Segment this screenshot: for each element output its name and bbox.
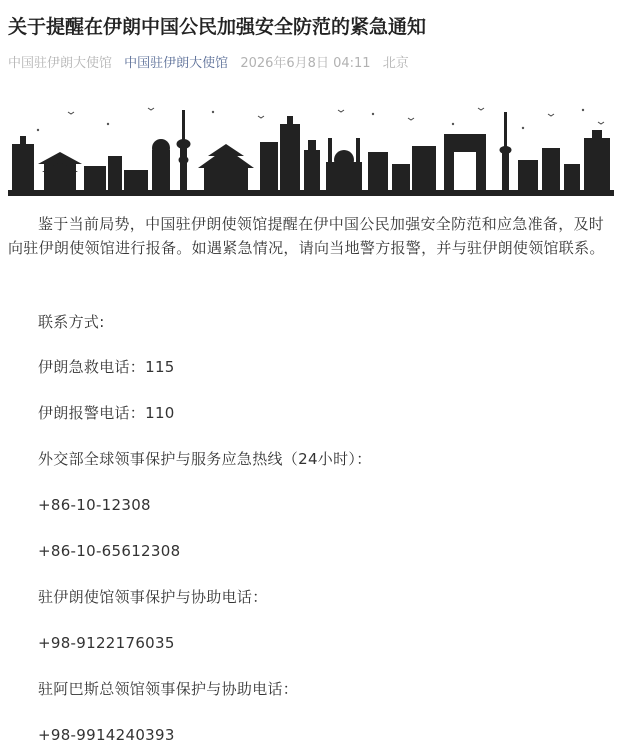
hotline-number-2[interactable]: +86-10-65612308 [38,542,181,560]
contact-heading: 联系方式: [38,313,105,331]
publish-location: 北京 [382,56,409,71]
emergency-phone-line: 伊朗急救电话：115 [38,358,175,376]
hotline-number-1[interactable]: +86-10-12308 [38,496,151,514]
publish-datetime: 2026年6月8日 04:11 [240,56,371,71]
embassy-phone-number[interactable]: +98-9122176035 [38,634,175,652]
police-phone-line: 伊朗报警电话：110 [38,404,175,422]
consulate-phone-heading: 驻阿巴斯总领馆领事保护与协助电话： [38,680,299,698]
city-skyline-banner-icon [8,104,614,196]
account-name-link[interactable]: 中国驻伊朗大使馆 [124,56,229,71]
embassy-phone-heading: 驻伊朗使馆领事保护与协助电话： [38,588,268,606]
article-meta [8,52,417,71]
notice-paragraph: 鉴于当前局势，中国驻伊朗使领馆提醒在伊中国公民加强安全防范和应急准备，及时向驻伊朗使领馆进行报备。如遇紧急情况，请向当地警方报警，并与驻伊朗使领馆联系。 [8,215,605,257]
article-title: 关于提醒在伊朗中国公民加强安全防范的紧急通知 [8,16,427,38]
hotline-heading: 外交部全球领事保护与服务应急热线（24小时）： [38,450,372,468]
article-author: 中国驻伊朗大使馆 [8,56,113,71]
consulate-phone-number[interactable]: +98-9914240393 [38,726,175,744]
